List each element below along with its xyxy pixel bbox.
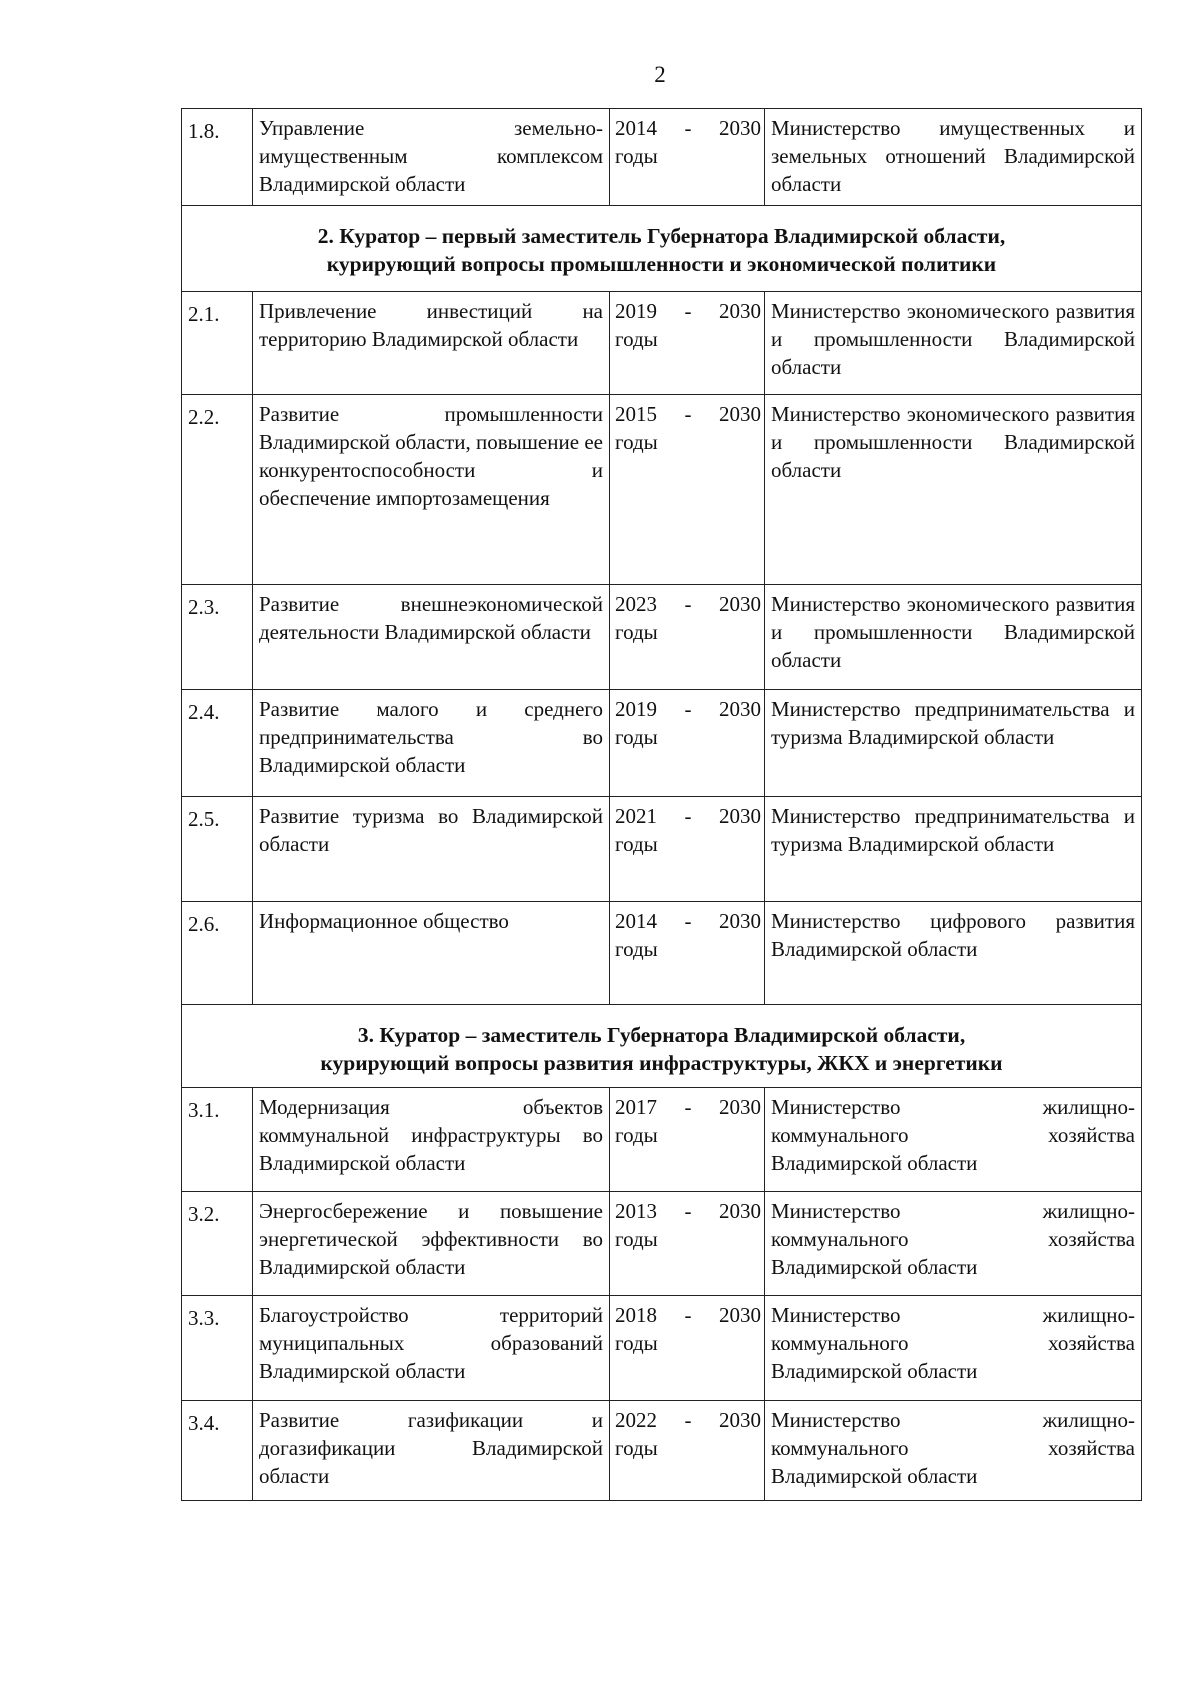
row-number: 2.5. (182, 797, 253, 902)
section-heading-line: 3. Куратор – заместитель Губернатора Владимирской области, (357, 1023, 966, 1047)
responsible-ministry: Министерство экономического развития и промышленности Владимирской области (765, 292, 1142, 395)
start-year: 2017 (615, 1095, 657, 1119)
row-number: 3.1. (182, 1088, 253, 1192)
year-dash: - (684, 697, 692, 721)
start-year: 2019 (615, 299, 657, 323)
start-year: 2013 (615, 1199, 657, 1223)
program-name: Развитие газификации и догазификации Владимирской области (253, 1401, 610, 1501)
programs-table (181, 108, 1142, 1501)
row-number: 2.2. (182, 395, 253, 585)
page-number: 2 (654, 62, 666, 87)
years-word: годы (615, 430, 658, 454)
start-year: 2022 (615, 1408, 657, 1432)
responsible-ministry: Министерство экономического развития и промышленности Владимирской области (765, 585, 1142, 690)
start-year: 2019 (615, 697, 657, 721)
years-word: годы (615, 144, 658, 168)
years-word: годы (615, 1436, 658, 1460)
responsible-ministry: Министерство жилищно-коммунального хозяйства Владимирской области (765, 1296, 1142, 1401)
program-period (610, 1192, 765, 1296)
start-year: 2014 (615, 116, 657, 140)
year-dash: - (684, 402, 692, 426)
program-name: Информационное общество (253, 902, 610, 1005)
year-dash: - (684, 804, 692, 828)
program-name: Развитие туризма во Владимирской области (253, 797, 610, 902)
table-row (182, 292, 1142, 395)
years-word: годы (615, 620, 658, 644)
program-period (610, 797, 765, 902)
row-number: 2.4. (182, 690, 253, 797)
program-name: Энергосбережение и повышение энергетической эффективности во Владимирской области (253, 1192, 610, 1296)
responsible-ministry: Министерство предпринимательства и туризма Владимирской области (765, 690, 1142, 797)
year-dash: - (684, 592, 692, 616)
start-year: 2015 (615, 402, 657, 426)
program-period (610, 902, 765, 1005)
row-number: 3.2. (182, 1192, 253, 1296)
years-word: годы (615, 832, 658, 856)
responsible-ministry: Министерство предпринимательства и туризма Владимирской области (765, 797, 1142, 902)
program-period (610, 292, 765, 395)
year-dash: - (684, 116, 692, 140)
table-row (182, 1192, 1142, 1296)
section-heading-line: курирующий вопросы развития инфраструктуры, ЖКХ и энергетики (320, 1051, 1003, 1075)
years-word: годы (615, 1227, 658, 1251)
year-dash: - (684, 1408, 692, 1432)
years-word: годы (615, 937, 658, 961)
responsible-ministry: Министерство цифрового развития Владимирской области (765, 902, 1142, 1005)
row-number: 2.3. (182, 585, 253, 690)
program-name: Развитие внешнеэкономической деятельности Владимирской области (253, 585, 610, 690)
end-year: 2030 (719, 804, 761, 828)
responsible-ministry: Министерство экономического развития и промышленности Владимирской области (765, 395, 1142, 585)
program-name: Модернизация объектов коммунальной инфраструктуры во Владимирской области (253, 1088, 610, 1192)
program-period (610, 1401, 765, 1501)
program-period (610, 1296, 765, 1401)
end-year: 2030 (719, 697, 761, 721)
year-dash: - (684, 1199, 692, 1223)
end-year: 2030 (719, 592, 761, 616)
responsible-ministry: Министерство жилищно-коммунального хозяйства Владимирской области (765, 1192, 1142, 1296)
table-row (182, 585, 1142, 690)
program-name: Развитие промышленности Владимирской области, повышение ее конкурентоспособности и обеспечение импортозамещения (253, 395, 610, 585)
program-name: Благоустройство территорий муниципальных образований Владимирской области (253, 1296, 610, 1401)
end-year: 2030 (719, 402, 761, 426)
table-row (182, 1296, 1142, 1401)
row-number: 1.8. (182, 109, 253, 206)
end-year: 2030 (719, 909, 761, 933)
table-row (182, 902, 1142, 1005)
program-period (610, 395, 765, 585)
year-dash: - (684, 1303, 692, 1327)
section-heading (182, 206, 1142, 292)
years-word: годы (615, 1331, 658, 1355)
years-word: годы (615, 725, 658, 749)
section-heading (182, 1005, 1142, 1088)
program-period (610, 109, 765, 206)
end-year: 2030 (719, 1199, 761, 1223)
program-name: Привлечение инвестиций на территорию Владимирской области (253, 292, 610, 395)
start-year: 2018 (615, 1303, 657, 1327)
table-row (182, 690, 1142, 797)
program-period (610, 585, 765, 690)
year-dash: - (684, 299, 692, 323)
start-year: 2014 (615, 909, 657, 933)
end-year: 2030 (719, 1095, 761, 1119)
table-row (182, 395, 1142, 585)
program-name: Развитие малого и среднего предпринимательства во Владимирской области (253, 690, 610, 797)
table-row (182, 1088, 1142, 1192)
table-row (182, 1401, 1142, 1501)
row-number: 2.6. (182, 902, 253, 1005)
responsible-ministry: Министерство имущественных и земельных отношений Владимирской области (765, 109, 1142, 206)
responsible-ministry: Министерство жилищно-коммунального хозяйства Владимирской области (765, 1088, 1142, 1192)
year-dash: - (684, 909, 692, 933)
section-heading-line: 2. Куратор – первый заместитель Губернатора Владимирской области, (317, 224, 1006, 248)
table-row (182, 109, 1142, 206)
section-heading-line: курирующий вопросы промышленности и экономической политики (326, 252, 997, 276)
end-year: 2030 (719, 1303, 761, 1327)
program-period (610, 1088, 765, 1192)
program-name: Управление земельно-имущественным комплексом Владимирской области (253, 109, 610, 206)
start-year: 2023 (615, 592, 657, 616)
end-year: 2030 (719, 299, 761, 323)
years-word: годы (615, 1123, 658, 1147)
program-period (610, 690, 765, 797)
row-number: 3.3. (182, 1296, 253, 1401)
table-row (182, 797, 1142, 902)
row-number: 3.4. (182, 1401, 253, 1501)
end-year: 2030 (719, 116, 761, 140)
years-word: годы (615, 327, 658, 351)
row-number: 2.1. (182, 292, 253, 395)
end-year: 2030 (719, 1408, 761, 1432)
responsible-ministry: Министерство жилищно-коммунального хозяйства Владимирской области (765, 1401, 1142, 1501)
start-year: 2021 (615, 804, 657, 828)
year-dash: - (684, 1095, 692, 1119)
